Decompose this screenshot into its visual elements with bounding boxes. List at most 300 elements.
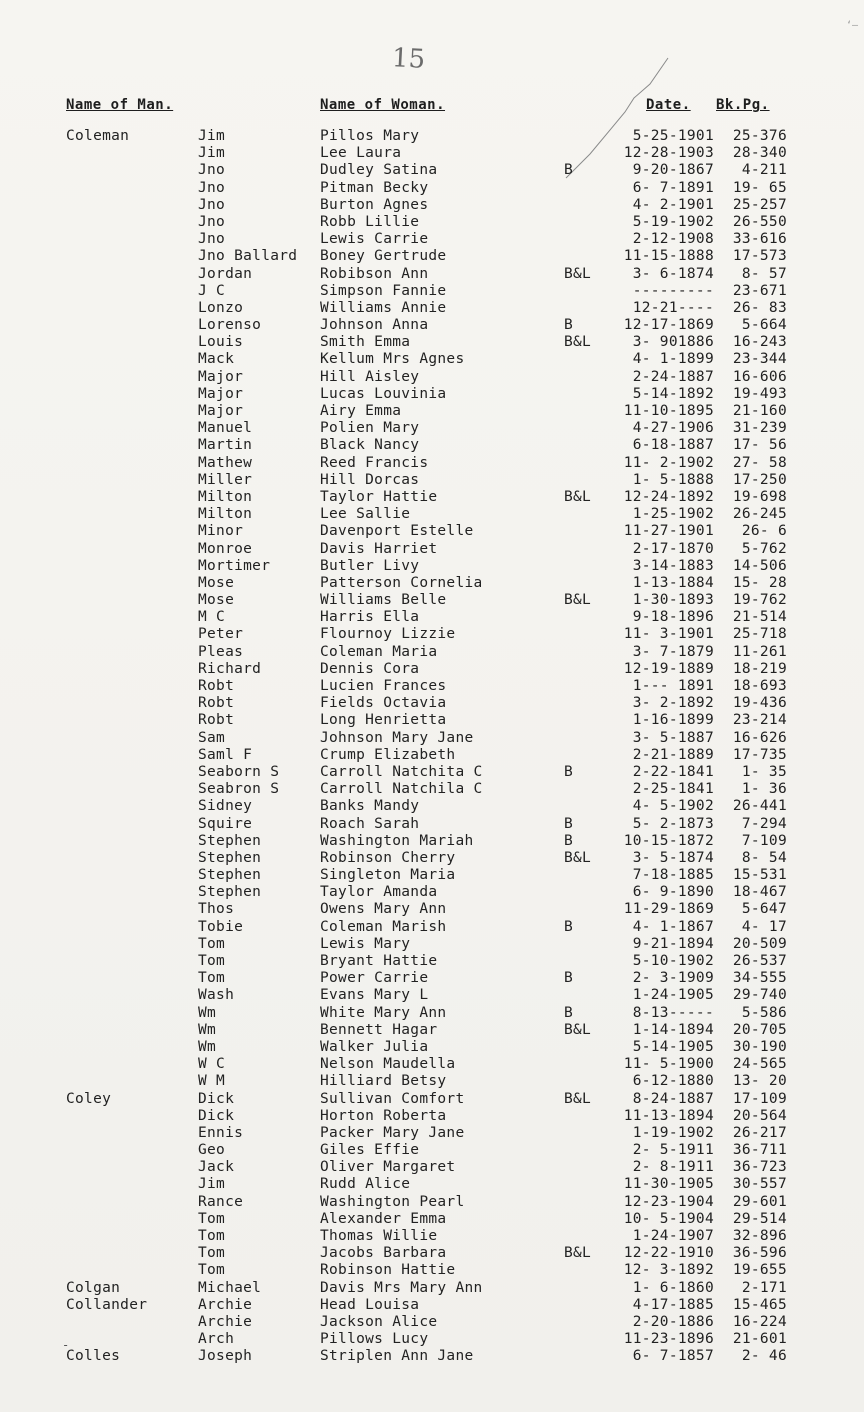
record-date: 12-23-1904 bbox=[623, 1193, 714, 1210]
woman-name: Roach Sarah bbox=[320, 815, 420, 832]
book-page: 16-243 bbox=[732, 334, 787, 351]
book-page: 26-550 bbox=[732, 213, 787, 230]
record-date: 11- 2-1902 bbox=[623, 454, 714, 471]
first-name: Major bbox=[198, 385, 244, 402]
list-item bbox=[0, 1331, 864, 1348]
record-date: 3- 5-1874 bbox=[632, 849, 714, 866]
list-item bbox=[0, 334, 864, 351]
first-name: Mose bbox=[198, 592, 235, 609]
woman-name: Robinson Cherry bbox=[320, 849, 456, 866]
woman-name: Thomas Willie bbox=[320, 1228, 438, 1244]
book-page: 23-214 bbox=[732, 712, 787, 729]
woman-name: Banks Mandy bbox=[320, 798, 420, 815]
record-date: 2-17-1870 bbox=[632, 540, 714, 557]
woman-name: Hill Dorcas bbox=[320, 471, 420, 488]
first-name: Lorenso bbox=[198, 317, 262, 334]
first-name: Archie bbox=[198, 1296, 253, 1313]
book-page: 18-693 bbox=[732, 678, 787, 694]
list-item bbox=[0, 1314, 864, 1331]
record-date: --------- bbox=[632, 282, 714, 299]
woman-name: Simpson Fannie bbox=[320, 282, 447, 299]
record-date: 1- 5-1888 bbox=[632, 471, 714, 488]
woman-name: Walker Julia bbox=[320, 1038, 429, 1055]
book-page: 26-245 bbox=[732, 506, 787, 523]
record-code: B bbox=[564, 162, 574, 179]
list-item bbox=[0, 369, 864, 386]
record-date: 2-22-1841 bbox=[632, 763, 714, 780]
book-page: 19-655 bbox=[732, 1262, 787, 1279]
first-name: Jno Ballard bbox=[198, 248, 298, 265]
woman-name: Oliver Margaret bbox=[320, 1159, 456, 1176]
list-item bbox=[0, 300, 864, 317]
list-item bbox=[0, 626, 864, 643]
first-name: Thos bbox=[198, 901, 235, 918]
book-page: 5-762 bbox=[741, 540, 787, 557]
book-page: 25-718 bbox=[732, 626, 787, 643]
woman-name: Hilliard Betsy bbox=[320, 1073, 447, 1090]
book-page: 31-239 bbox=[732, 420, 787, 437]
woman-name: Striplen Ann Jane bbox=[320, 1348, 474, 1365]
list-item bbox=[0, 575, 864, 592]
woman-name: Smith Emma bbox=[320, 334, 411, 351]
woman-name: Horton Roberta bbox=[320, 1107, 447, 1124]
first-name: Wm bbox=[198, 1021, 217, 1038]
marriage-records-list bbox=[0, 128, 864, 1366]
first-name: Martin bbox=[198, 437, 253, 454]
book-page: 17-573 bbox=[732, 248, 787, 265]
list-item bbox=[0, 661, 864, 678]
book-page: 18-467 bbox=[732, 884, 787, 901]
book-page: 5-647 bbox=[741, 901, 787, 918]
record-date: 2- 5-1911 bbox=[632, 1142, 714, 1159]
book-page: 17-109 bbox=[732, 1090, 787, 1107]
list-item bbox=[0, 558, 864, 575]
book-page: 16-626 bbox=[732, 729, 787, 746]
woman-name: Giles Effie bbox=[320, 1142, 420, 1159]
first-name: W C bbox=[198, 1056, 226, 1073]
list-item bbox=[0, 1176, 864, 1193]
list-item bbox=[0, 1073, 864, 1090]
book-page: 18-219 bbox=[732, 660, 787, 677]
list-item bbox=[0, 128, 864, 145]
record-date: 12-24-1892 bbox=[623, 488, 714, 505]
book-page: 34-555 bbox=[732, 970, 787, 987]
record-date: 3-14-1883 bbox=[632, 557, 714, 574]
first-name: Wm bbox=[198, 1038, 217, 1055]
record-code: B&L bbox=[564, 592, 592, 609]
list-item bbox=[0, 644, 864, 661]
first-name: Richard bbox=[198, 660, 262, 677]
list-item bbox=[0, 850, 864, 867]
list-item bbox=[0, 1297, 864, 1314]
record-date: 9-20-1867 bbox=[632, 162, 714, 179]
woman-name: Johnson Mary Jane bbox=[320, 729, 474, 746]
woman-name: Head Louisa bbox=[320, 1296, 420, 1313]
book-page: 20-509 bbox=[732, 935, 787, 952]
book-page: 19-436 bbox=[732, 695, 787, 712]
record-date: 3- 6-1874 bbox=[632, 265, 714, 282]
record-date: 1-25-1902 bbox=[632, 506, 714, 523]
first-name: Tom bbox=[198, 1210, 226, 1227]
first-name: Louis bbox=[198, 334, 244, 351]
book-page: 21-601 bbox=[732, 1331, 787, 1348]
woman-name: Lee Laura bbox=[320, 145, 402, 162]
book-page: 20-705 bbox=[732, 1021, 787, 1038]
record-date: 6-18-1887 bbox=[632, 437, 714, 454]
record-date: 12-28-1903 bbox=[623, 145, 714, 162]
record-date: 5-14-1905 bbox=[632, 1038, 714, 1055]
header-date: Date. bbox=[646, 97, 691, 113]
record-date: 12-17-1869 bbox=[623, 317, 714, 334]
book-page: 15-531 bbox=[732, 867, 787, 884]
surname: Coley bbox=[66, 1090, 112, 1107]
list-item bbox=[0, 214, 864, 231]
book-page: 19-762 bbox=[732, 592, 787, 609]
record-code: B bbox=[564, 970, 574, 987]
book-page: 26-217 bbox=[732, 1124, 787, 1141]
first-name: Stephen bbox=[198, 832, 262, 849]
list-item bbox=[0, 506, 864, 523]
book-page: 5-586 bbox=[741, 1004, 787, 1021]
book-page: 29-601 bbox=[732, 1193, 787, 1210]
first-name: Saml F bbox=[198, 746, 253, 763]
list-item bbox=[0, 936, 864, 953]
book-page: 36-723 bbox=[732, 1159, 787, 1176]
record-date: 4-27-1906 bbox=[632, 420, 714, 437]
first-name: Ennis bbox=[198, 1124, 244, 1141]
book-page: 23-344 bbox=[732, 351, 787, 368]
surname: Coleman bbox=[66, 128, 130, 144]
record-date: 11- 5-1900 bbox=[623, 1056, 714, 1073]
list-item bbox=[0, 1005, 864, 1022]
first-name: Jim bbox=[198, 128, 226, 144]
first-name: Jno bbox=[198, 196, 226, 213]
woman-name: Dennis Cora bbox=[320, 660, 420, 677]
record-code: B bbox=[564, 317, 574, 334]
list-item bbox=[0, 283, 864, 300]
book-page: 26-441 bbox=[732, 798, 787, 815]
first-name: Major bbox=[198, 403, 244, 419]
woman-name: Evans Mary L bbox=[320, 987, 429, 1004]
first-name: Minor bbox=[198, 523, 244, 540]
record-date: 11-15-1888 bbox=[623, 248, 714, 265]
woman-name: Coleman Marish bbox=[320, 918, 447, 935]
list-item bbox=[0, 1108, 864, 1125]
first-name: Tom bbox=[198, 1262, 226, 1279]
first-name: W M bbox=[198, 1073, 226, 1090]
list-item bbox=[0, 1159, 864, 1176]
book-page: 23-671 bbox=[732, 282, 787, 299]
book-page: 28-340 bbox=[732, 145, 787, 162]
woman-name: Fields Octavia bbox=[320, 695, 447, 712]
woman-name: Singleton Maria bbox=[320, 867, 456, 884]
record-date: 1- 6-1860 bbox=[632, 1279, 714, 1296]
book-page: 36-711 bbox=[732, 1142, 787, 1159]
list-item bbox=[0, 472, 864, 489]
book-page: 17- 56 bbox=[732, 437, 787, 454]
record-date: 1-24-1905 bbox=[632, 987, 714, 1004]
first-name: Dick bbox=[198, 1107, 235, 1124]
record-date: 12-22-1910 bbox=[623, 1245, 714, 1262]
woman-name: Robinson Hattie bbox=[320, 1262, 456, 1279]
book-page: 15-465 bbox=[732, 1296, 787, 1313]
record-date: 1--- 1891 bbox=[632, 678, 714, 694]
header-book-page: Bk.Pg. bbox=[716, 97, 770, 113]
first-name: Wash bbox=[198, 987, 235, 1004]
woman-name: Davis Harriet bbox=[320, 540, 438, 557]
record-date: 4- 5-1902 bbox=[632, 798, 714, 815]
record-date: 11- 3-1901 bbox=[623, 626, 714, 643]
surname: Colles bbox=[66, 1348, 121, 1365]
record-date: 9-18-1896 bbox=[632, 609, 714, 626]
list-item bbox=[0, 798, 864, 815]
book-page: 13- 20 bbox=[732, 1073, 787, 1090]
record-date: 1-30-1893 bbox=[632, 592, 714, 609]
record-date: 11-29-1869 bbox=[623, 901, 714, 918]
book-page: 11-261 bbox=[732, 643, 787, 660]
book-page: 36-596 bbox=[732, 1245, 787, 1262]
record-date: 5- 2-1873 bbox=[632, 815, 714, 832]
woman-name: Davenport Estelle bbox=[320, 523, 474, 540]
corner-mark: ‘— bbox=[845, 20, 858, 31]
list-item bbox=[0, 781, 864, 798]
record-date: 1-24-1907 bbox=[632, 1228, 714, 1244]
woman-name: Coleman Maria bbox=[320, 643, 438, 660]
woman-name: White Mary Ann bbox=[320, 1004, 447, 1021]
first-name: Stephen bbox=[198, 884, 262, 901]
book-page: 26- 83 bbox=[732, 299, 787, 316]
book-page: 26-537 bbox=[732, 953, 787, 969]
list-item bbox=[0, 816, 864, 833]
woman-name: Harris Ella bbox=[320, 609, 420, 626]
woman-name: Davis Mrs Mary Ann bbox=[320, 1279, 483, 1296]
woman-name: Washington Pearl bbox=[320, 1193, 465, 1210]
list-item bbox=[0, 609, 864, 626]
woman-name: Crump Elizabeth bbox=[320, 746, 456, 763]
record-code: B&L bbox=[564, 849, 592, 866]
list-item bbox=[0, 420, 864, 437]
record-date: 6- 7-1891 bbox=[632, 179, 714, 196]
woman-name: Long Henrietta bbox=[320, 712, 447, 729]
record-date: 2- 3-1909 bbox=[632, 970, 714, 987]
list-item bbox=[0, 231, 864, 248]
list-item bbox=[0, 403, 864, 420]
book-page: 1- 36 bbox=[741, 781, 787, 798]
record-date: 11-30-1905 bbox=[623, 1176, 714, 1193]
first-name: Stephen bbox=[198, 867, 262, 884]
first-name: Miller bbox=[198, 471, 253, 488]
woman-name: Pitman Becky bbox=[320, 179, 429, 196]
record-date: 12-21---- bbox=[632, 299, 714, 316]
list-item bbox=[0, 266, 864, 283]
woman-name: Carroll Natchila C bbox=[320, 781, 483, 798]
woman-name: Butler Livy bbox=[320, 557, 420, 574]
first-name: Robt bbox=[198, 678, 235, 694]
woman-name: Pillows Lucy bbox=[320, 1331, 429, 1348]
record-date: 12- 3-1892 bbox=[623, 1262, 714, 1279]
woman-name: Williams Belle bbox=[320, 592, 447, 609]
record-code: B bbox=[564, 1004, 574, 1021]
first-name: Lonzo bbox=[198, 299, 244, 316]
woman-name: Rudd Alice bbox=[320, 1176, 411, 1193]
list-item bbox=[0, 455, 864, 472]
first-name: J C bbox=[198, 282, 226, 299]
record-date: 5-14-1892 bbox=[632, 385, 714, 402]
first-name: Tobie bbox=[198, 918, 244, 935]
woman-name: Bennett Hagar bbox=[320, 1021, 438, 1038]
header-name-of-woman: Name of Woman. bbox=[320, 97, 446, 113]
book-page: 21-160 bbox=[732, 403, 787, 419]
first-name: Milton bbox=[198, 506, 253, 523]
woman-name: Kellum Mrs Agnes bbox=[320, 351, 465, 368]
record-date: 2-20-1886 bbox=[632, 1313, 714, 1330]
first-name: Tom bbox=[198, 953, 226, 969]
list-item bbox=[0, 523, 864, 540]
woman-name: Nelson Maudella bbox=[320, 1056, 456, 1073]
first-name: Jno bbox=[198, 179, 226, 196]
book-page: 16-224 bbox=[732, 1313, 787, 1330]
record-code: B&L bbox=[564, 265, 592, 282]
list-item bbox=[0, 884, 864, 901]
record-date: 4- 2-1901 bbox=[632, 196, 714, 213]
first-name: Seaborn S bbox=[198, 763, 280, 780]
list-item bbox=[0, 351, 864, 368]
book-page: 21-514 bbox=[732, 609, 787, 626]
first-name: Mack bbox=[198, 351, 235, 368]
surname: Collander bbox=[66, 1296, 148, 1313]
list-item bbox=[0, 867, 864, 884]
record-code: B&L bbox=[564, 1090, 592, 1107]
record-date: 6-12-1880 bbox=[632, 1073, 714, 1090]
book-page: 16-606 bbox=[732, 368, 787, 385]
record-date: 2-24-1887 bbox=[632, 368, 714, 385]
record-date: 1-16-1899 bbox=[632, 712, 714, 729]
page-number: 15 bbox=[391, 43, 426, 75]
first-name: Mathew bbox=[198, 454, 253, 471]
book-page: 20-564 bbox=[732, 1107, 787, 1124]
list-item bbox=[0, 970, 864, 987]
record-code: B bbox=[564, 918, 574, 935]
record-date: 1-13-1884 bbox=[632, 574, 714, 591]
list-item bbox=[0, 1348, 864, 1365]
first-name: Robt bbox=[198, 695, 235, 712]
record-code: B&L bbox=[564, 488, 592, 505]
woman-name: Williams Annie bbox=[320, 299, 447, 316]
first-name: Tom bbox=[198, 1245, 226, 1262]
list-item bbox=[0, 987, 864, 1004]
woman-name: Owens Mary Ann bbox=[320, 901, 447, 918]
woman-name: Boney Gertrude bbox=[320, 248, 447, 265]
record-date: 7-18-1885 bbox=[632, 867, 714, 884]
book-page: 32-896 bbox=[732, 1228, 787, 1244]
record-date: 2-25-1841 bbox=[632, 781, 714, 798]
record-code: B bbox=[564, 763, 574, 780]
list-item bbox=[0, 541, 864, 558]
woman-name: Hill Aisley bbox=[320, 368, 420, 385]
book-page: 4-211 bbox=[741, 162, 787, 179]
list-item bbox=[0, 386, 864, 403]
list-item bbox=[0, 437, 864, 454]
woman-name: Reed Francis bbox=[320, 454, 429, 471]
book-page: 19-698 bbox=[732, 488, 787, 505]
list-item bbox=[0, 1091, 864, 1108]
first-name: Jno bbox=[198, 213, 226, 230]
book-page: 19-493 bbox=[732, 385, 787, 402]
first-name: Michael bbox=[198, 1279, 262, 1296]
list-item bbox=[0, 1194, 864, 1211]
book-page: 8- 57 bbox=[741, 265, 787, 282]
record-date: 11-27-1901 bbox=[623, 523, 714, 540]
first-name: Seabron S bbox=[198, 781, 280, 798]
book-page: 5-664 bbox=[741, 317, 787, 334]
woman-name: Carroll Natchita C bbox=[320, 763, 483, 780]
first-name: Jordan bbox=[198, 265, 253, 282]
list-item bbox=[0, 1245, 864, 1262]
record-code: B bbox=[564, 832, 574, 849]
first-name: Joseph bbox=[198, 1348, 253, 1365]
first-name: Mose bbox=[198, 574, 235, 591]
book-page: 17-250 bbox=[732, 471, 787, 488]
book-page: 25-257 bbox=[732, 196, 787, 213]
first-name: Pleas bbox=[198, 643, 244, 660]
woman-name: Dudley Satina bbox=[320, 162, 438, 179]
woman-name: Pillos Mary bbox=[320, 128, 420, 144]
record-date: 6- 9-1890 bbox=[632, 884, 714, 901]
list-item bbox=[0, 712, 864, 729]
record-date: 11-23-1896 bbox=[623, 1331, 714, 1348]
woman-name: Robibson Ann bbox=[320, 265, 429, 282]
woman-name: Airy Emma bbox=[320, 403, 402, 419]
woman-name: Lucas Louvinia bbox=[320, 385, 447, 402]
list-item bbox=[0, 162, 864, 179]
record-date: 3- 5-1887 bbox=[632, 729, 714, 746]
record-date: 3- 7-1879 bbox=[632, 643, 714, 660]
surname: Colgan bbox=[66, 1279, 121, 1296]
list-item bbox=[0, 489, 864, 506]
header-name-of-man: Name of Man. bbox=[66, 97, 174, 113]
woman-name: Lewis Carrie bbox=[320, 231, 429, 248]
first-name: Robt bbox=[198, 712, 235, 729]
first-name: Dick bbox=[198, 1090, 235, 1107]
first-name: Jno bbox=[198, 162, 226, 179]
list-item bbox=[0, 1022, 864, 1039]
list-item bbox=[0, 248, 864, 265]
first-name: Major bbox=[198, 368, 244, 385]
record-date: 4- 1-1899 bbox=[632, 351, 714, 368]
first-name: M C bbox=[198, 609, 226, 626]
record-date: 2- 8-1911 bbox=[632, 1159, 714, 1176]
list-item bbox=[0, 197, 864, 214]
list-item bbox=[0, 145, 864, 162]
list-item bbox=[0, 180, 864, 197]
record-code: B&L bbox=[564, 1021, 592, 1038]
list-item bbox=[0, 1228, 864, 1245]
first-name: Peter bbox=[198, 626, 244, 643]
book-page: 4- 17 bbox=[741, 918, 787, 935]
woman-name: Jackson Alice bbox=[320, 1313, 438, 1330]
record-date: 5-10-1902 bbox=[632, 953, 714, 969]
woman-name: Robb Lillie bbox=[320, 213, 420, 230]
woman-name: Washington Mariah bbox=[320, 832, 474, 849]
woman-name: Power Carrie bbox=[320, 970, 429, 987]
book-page: 19- 65 bbox=[732, 179, 787, 196]
book-page: 17-735 bbox=[732, 746, 787, 763]
first-name: Sidney bbox=[198, 798, 253, 815]
list-item bbox=[0, 764, 864, 781]
list-item bbox=[0, 1142, 864, 1159]
record-date: 3- 2-1892 bbox=[632, 695, 714, 712]
record-date: 5-25-1901 bbox=[632, 128, 714, 144]
